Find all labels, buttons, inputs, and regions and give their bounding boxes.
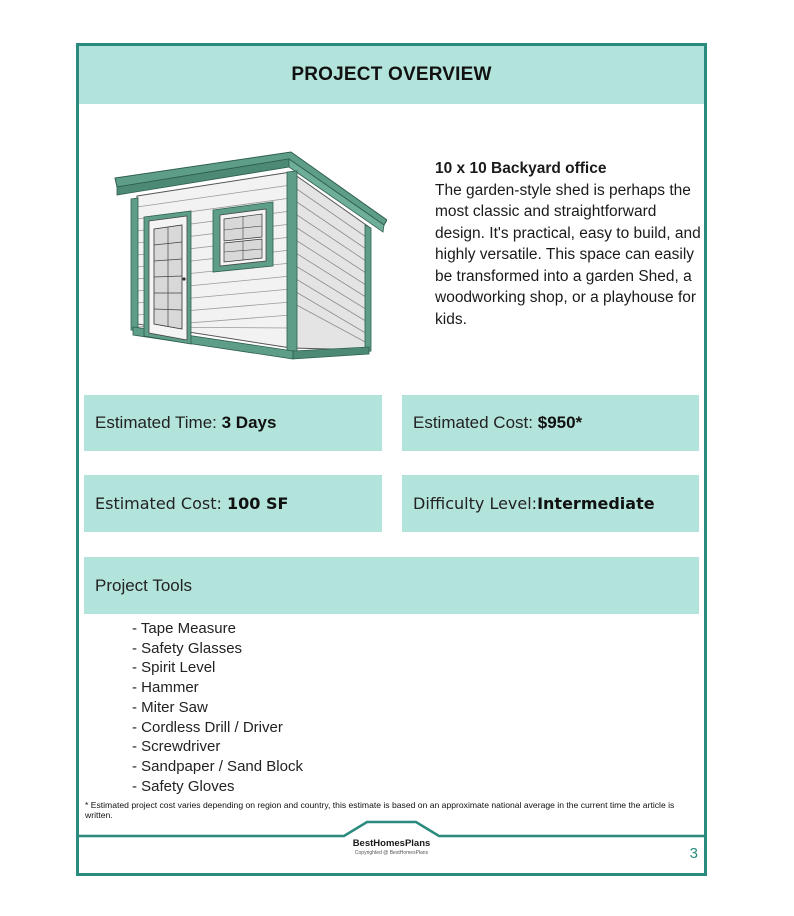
list-item: - Hammer xyxy=(132,679,199,697)
project-tools-heading-box xyxy=(84,557,699,614)
difficulty-level-box xyxy=(402,475,699,532)
footer-divider xyxy=(79,820,704,838)
list-item: - Tape Measure xyxy=(132,620,236,637)
project-tools-heading: Project Tools xyxy=(95,575,193,595)
estimated-area-box xyxy=(84,475,382,532)
list-item: - Screwdriver xyxy=(132,738,221,756)
list-item: - Cordless Drill / Driver xyxy=(132,718,283,736)
project-name: 10 x 10 Backyard office xyxy=(435,160,607,177)
brand-logo-text: BestHomesPlans xyxy=(352,838,431,849)
copyright-text: Copyrighted @ BestHomesPlans xyxy=(354,850,429,856)
estimated-time-box xyxy=(84,395,382,451)
page-title: PROJECT OVERVIEW xyxy=(291,64,492,85)
list-item: - Miter Saw xyxy=(132,698,208,716)
project-description-text: The garden-style shed is perhaps the most classic and straightforward design. It's practical, easy to build, and highly versatile. This space can easily be transformed into a garden Shed, a woodworking shop, or a playhouse for kids. xyxy=(435,181,701,328)
estimated-cost-value: $950* xyxy=(537,413,583,432)
list-item: - Sandpaper / Sand Block xyxy=(132,757,303,775)
project-description xyxy=(435,158,705,330)
page-number: 3 xyxy=(689,845,698,862)
estimated-area-label: Estimated Cost: xyxy=(95,494,222,513)
page-frame xyxy=(76,43,707,876)
estimated-time-value: 3 Days xyxy=(221,413,277,432)
shed-illustration xyxy=(111,141,387,366)
estimated-area-value: 100 SF xyxy=(226,494,289,513)
tools-list xyxy=(132,619,303,796)
estimated-cost-label: Estimated Cost: xyxy=(413,413,533,432)
cost-footnote: * Estimated project cost varies depending on region and country, this estimate is based on an approximate national average in the current time the article is written. xyxy=(85,800,675,820)
list-item: - Spirit Level xyxy=(132,659,216,677)
estimated-cost-box xyxy=(402,395,699,451)
difficulty-level-label: Difficulty Level: xyxy=(413,494,538,513)
footer-brand xyxy=(79,838,704,856)
list-item: - Safety Glasses xyxy=(132,639,243,657)
header-bar xyxy=(79,46,704,104)
estimated-time-label: Estimated Time: xyxy=(95,413,217,432)
difficulty-level-value: Intermediate xyxy=(537,494,655,513)
list-item: - Safety Gloves xyxy=(132,777,235,795)
